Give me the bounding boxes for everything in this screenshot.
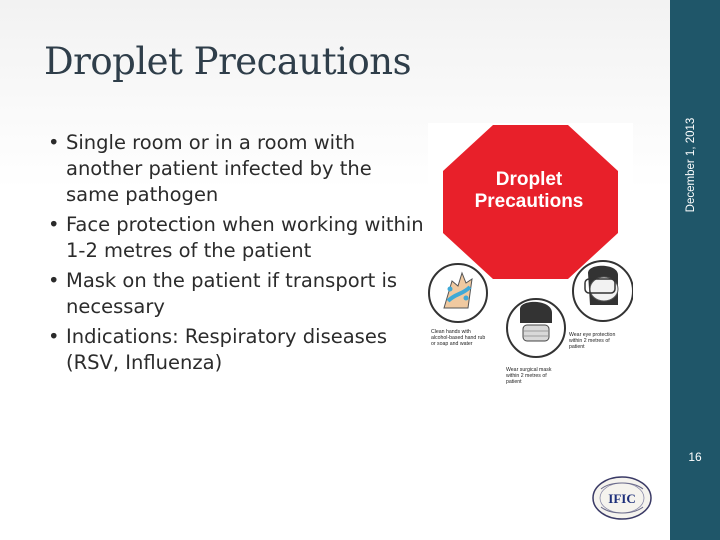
poster-graphic: [428, 123, 633, 389]
caption-eye-line3: patient: [569, 344, 585, 350]
eye-protection-icon: [573, 261, 633, 321]
poster-heading-line2: Precautions: [474, 191, 584, 212]
bullet-dot-icon: •: [48, 131, 60, 154]
caption-eye-line1: Wear eye protection: [569, 332, 616, 338]
caption-hands-line2: alcohol-based hand rub: [431, 335, 486, 341]
caption-mask-line1: Wear surgical mask: [506, 367, 552, 373]
surgical-mask-icon: [507, 299, 565, 357]
slide-title: Droplet Precautions: [44, 40, 412, 83]
bullet-dot-icon: •: [48, 269, 60, 292]
bullet-text: Face protection when working within 1-2 metres of the patient: [66, 213, 424, 262]
bullet-item: [44, 268, 424, 320]
bullet-item: [44, 324, 424, 376]
bullet-list: [44, 130, 424, 380]
slide-date-text: December 1, 2013: [685, 117, 697, 213]
bullet-item: [44, 130, 424, 208]
caption-hands-line1: Clean hands with: [431, 329, 471, 335]
caption-mask-line2: within 2 metres of: [506, 373, 547, 379]
bullet-dot-icon: •: [48, 325, 60, 348]
poster-heading-line1: Droplet: [495, 169, 563, 190]
bullet-text: Mask on the patient if transport is necessary: [66, 269, 398, 318]
slide-date: [676, 90, 706, 240]
svg-text:IFIC: IFIC: [608, 491, 636, 506]
bullet-text: Indications: Respiratory diseases (RSV, Influenza): [66, 325, 387, 374]
bullet-text: Single room or in a room with another patient infected by the same pathogen: [66, 131, 372, 206]
ific-logo: [591, 475, 653, 521]
caption-mask-line3: patient: [506, 379, 522, 385]
ific-logo-icon: [591, 475, 653, 521]
bullet-item: [44, 212, 424, 264]
hand-hygiene-icon: [429, 264, 487, 322]
droplet-precautions-poster: [428, 123, 633, 389]
caption-hands-line3: or soap and water: [431, 341, 473, 347]
page-number: 16: [688, 450, 702, 464]
bullet-dot-icon: •: [48, 213, 60, 236]
caption-eye-line2: within 2 metres of: [569, 338, 610, 344]
